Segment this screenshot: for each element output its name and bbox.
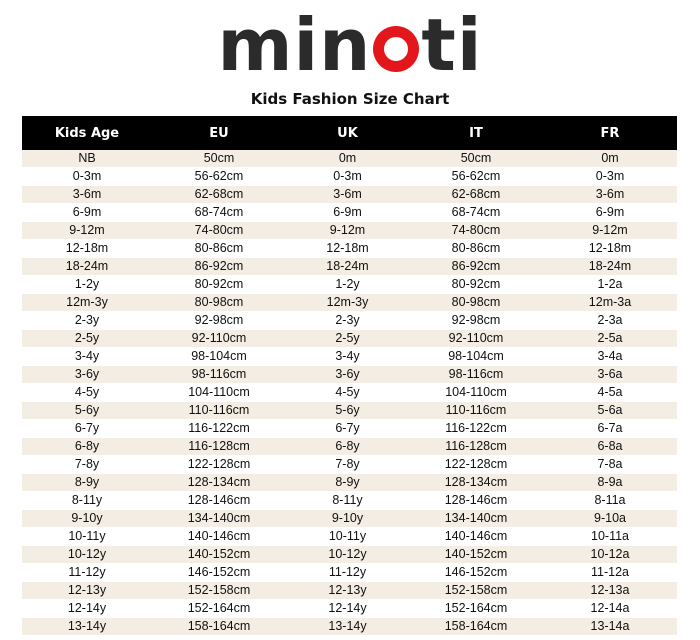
cell-fr: 9-12m xyxy=(543,222,677,240)
column-header-kids-age: Kids Age xyxy=(22,116,152,150)
cell-fr: 3-4a xyxy=(543,348,677,366)
table-row xyxy=(22,204,677,222)
cell-fr: 18-24m xyxy=(543,258,677,276)
table-row xyxy=(22,600,677,618)
cell-kids-age: 13-14y xyxy=(22,618,152,636)
table-row xyxy=(22,492,677,510)
table-header-row xyxy=(22,116,677,150)
table-row xyxy=(22,294,677,312)
cell-it: 116-122cm xyxy=(409,420,543,438)
column-header-eu: EU xyxy=(152,116,286,150)
table-row xyxy=(22,348,677,366)
cell-eu: 110-116cm xyxy=(152,402,286,420)
cell-fr: 12m-3a xyxy=(543,294,677,312)
cell-eu: 50cm xyxy=(152,150,286,168)
table-row xyxy=(22,168,677,186)
cell-fr: 3-6a xyxy=(543,366,677,384)
table-row xyxy=(22,330,677,348)
cell-uk: 8-9y xyxy=(286,474,409,492)
cell-fr: 10-11a xyxy=(543,528,677,546)
cell-fr: 6-9m xyxy=(543,204,677,222)
cell-eu: 98-104cm xyxy=(152,348,286,366)
cell-eu: 122-128cm xyxy=(152,456,286,474)
cell-fr: 12-13a xyxy=(543,582,677,600)
table-row xyxy=(22,186,677,204)
column-header-fr: FR xyxy=(543,116,677,150)
brand-logo-text-start: min xyxy=(217,3,372,87)
cell-kids-age: 6-9m xyxy=(22,204,152,222)
cell-eu: 146-152cm xyxy=(152,564,286,582)
cell-it: 80-98cm xyxy=(409,294,543,312)
cell-kids-age: 3-4y xyxy=(22,348,152,366)
cell-kids-age: 4-5y xyxy=(22,384,152,402)
cell-kids-age: 12-18m xyxy=(22,240,152,258)
size-chart-table xyxy=(22,116,677,636)
cell-kids-age: 6-8y xyxy=(22,438,152,456)
cell-uk: 3-6m xyxy=(286,186,409,204)
table-row xyxy=(22,384,677,402)
cell-uk: 6-8y xyxy=(286,438,409,456)
cell-fr: 1-2a xyxy=(543,276,677,294)
cell-uk: 4-5y xyxy=(286,384,409,402)
brand-logo-o-mark xyxy=(373,26,419,72)
cell-eu: 140-152cm xyxy=(152,546,286,564)
cell-kids-age: 8-11y xyxy=(22,492,152,510)
table-row xyxy=(22,438,677,456)
cell-kids-age: 0-3m xyxy=(22,168,152,186)
cell-eu: 128-134cm xyxy=(152,474,286,492)
cell-fr: 4-5a xyxy=(543,384,677,402)
cell-eu: 152-164cm xyxy=(152,600,286,618)
cell-kids-age: 3-6m xyxy=(22,186,152,204)
cell-kids-age: 10-12y xyxy=(22,546,152,564)
brand-logo-text-end: ti xyxy=(421,3,483,87)
cell-fr: 8-9a xyxy=(543,474,677,492)
cell-uk: 7-8y xyxy=(286,456,409,474)
table-row xyxy=(22,618,677,636)
cell-kids-age: 2-3y xyxy=(22,312,152,330)
cell-eu: 68-74cm xyxy=(152,204,286,222)
cell-uk: 5-6y xyxy=(286,402,409,420)
cell-uk: 9-10y xyxy=(286,510,409,528)
table-row xyxy=(22,366,677,384)
cell-fr: 12-14a xyxy=(543,600,677,618)
cell-kids-age: 1-2y xyxy=(22,276,152,294)
cell-it: 134-140cm xyxy=(409,510,543,528)
cell-fr: 2-5a xyxy=(543,330,677,348)
cell-fr: 7-8a xyxy=(543,456,677,474)
cell-uk: 8-11y xyxy=(286,492,409,510)
cell-uk: 1-2y xyxy=(286,276,409,294)
table-row xyxy=(22,564,677,582)
cell-eu: 92-110cm xyxy=(152,330,286,348)
cell-it: 80-92cm xyxy=(409,276,543,294)
cell-eu: 158-164cm xyxy=(152,618,286,636)
cell-it: 86-92cm xyxy=(409,258,543,276)
cell-it: 98-104cm xyxy=(409,348,543,366)
table-row xyxy=(22,402,677,420)
cell-uk: 6-9m xyxy=(286,204,409,222)
cell-it: 56-62cm xyxy=(409,168,543,186)
table-row xyxy=(22,582,677,600)
table-row xyxy=(22,510,677,528)
cell-eu: 80-86cm xyxy=(152,240,286,258)
brand-logo xyxy=(0,3,700,87)
cell-it: 152-164cm xyxy=(409,600,543,618)
cell-eu: 98-116cm xyxy=(152,366,286,384)
cell-fr: 8-11a xyxy=(543,492,677,510)
cell-kids-age: NB xyxy=(22,150,152,168)
cell-fr: 2-3a xyxy=(543,312,677,330)
cell-kids-age: 12-13y xyxy=(22,582,152,600)
cell-it: 158-164cm xyxy=(409,618,543,636)
cell-uk: 2-3y xyxy=(286,312,409,330)
cell-fr: 13-14a xyxy=(543,618,677,636)
cell-eu: 80-98cm xyxy=(152,294,286,312)
cell-uk: 18-24m xyxy=(286,258,409,276)
cell-kids-age: 11-12y xyxy=(22,564,152,582)
cell-it: 104-110cm xyxy=(409,384,543,402)
column-header-it: IT xyxy=(409,116,543,150)
cell-uk: 9-12m xyxy=(286,222,409,240)
table-row xyxy=(22,240,677,258)
cell-it: 92-98cm xyxy=(409,312,543,330)
table-row xyxy=(22,150,677,168)
table-row xyxy=(22,456,677,474)
table-row xyxy=(22,312,677,330)
cell-fr: 0m xyxy=(543,150,677,168)
table-row xyxy=(22,474,677,492)
cell-it: 110-116cm xyxy=(409,402,543,420)
cell-uk: 12-14y xyxy=(286,600,409,618)
cell-eu: 134-140cm xyxy=(152,510,286,528)
cell-it: 68-74cm xyxy=(409,204,543,222)
cell-it: 62-68cm xyxy=(409,186,543,204)
cell-eu: 116-122cm xyxy=(152,420,286,438)
cell-it: 152-158cm xyxy=(409,582,543,600)
cell-it: 146-152cm xyxy=(409,564,543,582)
table-row xyxy=(22,258,677,276)
cell-it: 140-146cm xyxy=(409,528,543,546)
cell-uk: 2-5y xyxy=(286,330,409,348)
cell-it: 116-128cm xyxy=(409,438,543,456)
cell-kids-age: 18-24m xyxy=(22,258,152,276)
cell-eu: 74-80cm xyxy=(152,222,286,240)
cell-uk: 6-7y xyxy=(286,420,409,438)
cell-it: 140-152cm xyxy=(409,546,543,564)
cell-eu: 104-110cm xyxy=(152,384,286,402)
cell-fr: 0-3m xyxy=(543,168,677,186)
cell-fr: 5-6a xyxy=(543,402,677,420)
cell-kids-age: 7-8y xyxy=(22,456,152,474)
cell-fr: 9-10a xyxy=(543,510,677,528)
cell-eu: 56-62cm xyxy=(152,168,286,186)
cell-uk: 0-3m xyxy=(286,168,409,186)
table-row xyxy=(22,546,677,564)
cell-eu: 116-128cm xyxy=(152,438,286,456)
cell-kids-age: 8-9y xyxy=(22,474,152,492)
cell-uk: 10-11y xyxy=(286,528,409,546)
cell-it: 74-80cm xyxy=(409,222,543,240)
table-body xyxy=(22,150,677,636)
cell-uk: 0m xyxy=(286,150,409,168)
cell-eu: 62-68cm xyxy=(152,186,286,204)
cell-eu: 92-98cm xyxy=(152,312,286,330)
cell-uk: 13-14y xyxy=(286,618,409,636)
cell-eu: 140-146cm xyxy=(152,528,286,546)
cell-fr: 10-12a xyxy=(543,546,677,564)
cell-fr: 6-8a xyxy=(543,438,677,456)
cell-fr: 3-6m xyxy=(543,186,677,204)
cell-it: 128-146cm xyxy=(409,492,543,510)
cell-fr: 11-12a xyxy=(543,564,677,582)
cell-uk: 11-12y xyxy=(286,564,409,582)
cell-uk: 12m-3y xyxy=(286,294,409,312)
table-row xyxy=(22,528,677,546)
table-row xyxy=(22,420,677,438)
cell-kids-age: 10-11y xyxy=(22,528,152,546)
cell-eu: 86-92cm xyxy=(152,258,286,276)
cell-kids-age: 9-10y xyxy=(22,510,152,528)
cell-kids-age: 9-12m xyxy=(22,222,152,240)
table-row xyxy=(22,222,677,240)
cell-uk: 3-4y xyxy=(286,348,409,366)
cell-it: 98-116cm xyxy=(409,366,543,384)
cell-uk: 12-13y xyxy=(286,582,409,600)
cell-it: 92-110cm xyxy=(409,330,543,348)
cell-eu: 152-158cm xyxy=(152,582,286,600)
cell-uk: 3-6y xyxy=(286,366,409,384)
cell-fr: 6-7a xyxy=(543,420,677,438)
cell-fr: 12-18m xyxy=(543,240,677,258)
cell-kids-age: 2-5y xyxy=(22,330,152,348)
column-header-uk: UK xyxy=(286,116,409,150)
cell-it: 128-134cm xyxy=(409,474,543,492)
page-title: Kids Fashion Size Chart xyxy=(250,90,450,108)
cell-kids-age: 3-6y xyxy=(22,366,152,384)
cell-kids-age: 6-7y xyxy=(22,420,152,438)
cell-it: 50cm xyxy=(409,150,543,168)
cell-kids-age: 12m-3y xyxy=(22,294,152,312)
cell-eu: 128-146cm xyxy=(152,492,286,510)
cell-kids-age: 12-14y xyxy=(22,600,152,618)
cell-it: 122-128cm xyxy=(409,456,543,474)
table-row xyxy=(22,276,677,294)
cell-eu: 80-92cm xyxy=(152,276,286,294)
cell-uk: 12-18m xyxy=(286,240,409,258)
cell-kids-age: 5-6y xyxy=(22,402,152,420)
cell-it: 80-86cm xyxy=(409,240,543,258)
cell-uk: 10-12y xyxy=(286,546,409,564)
